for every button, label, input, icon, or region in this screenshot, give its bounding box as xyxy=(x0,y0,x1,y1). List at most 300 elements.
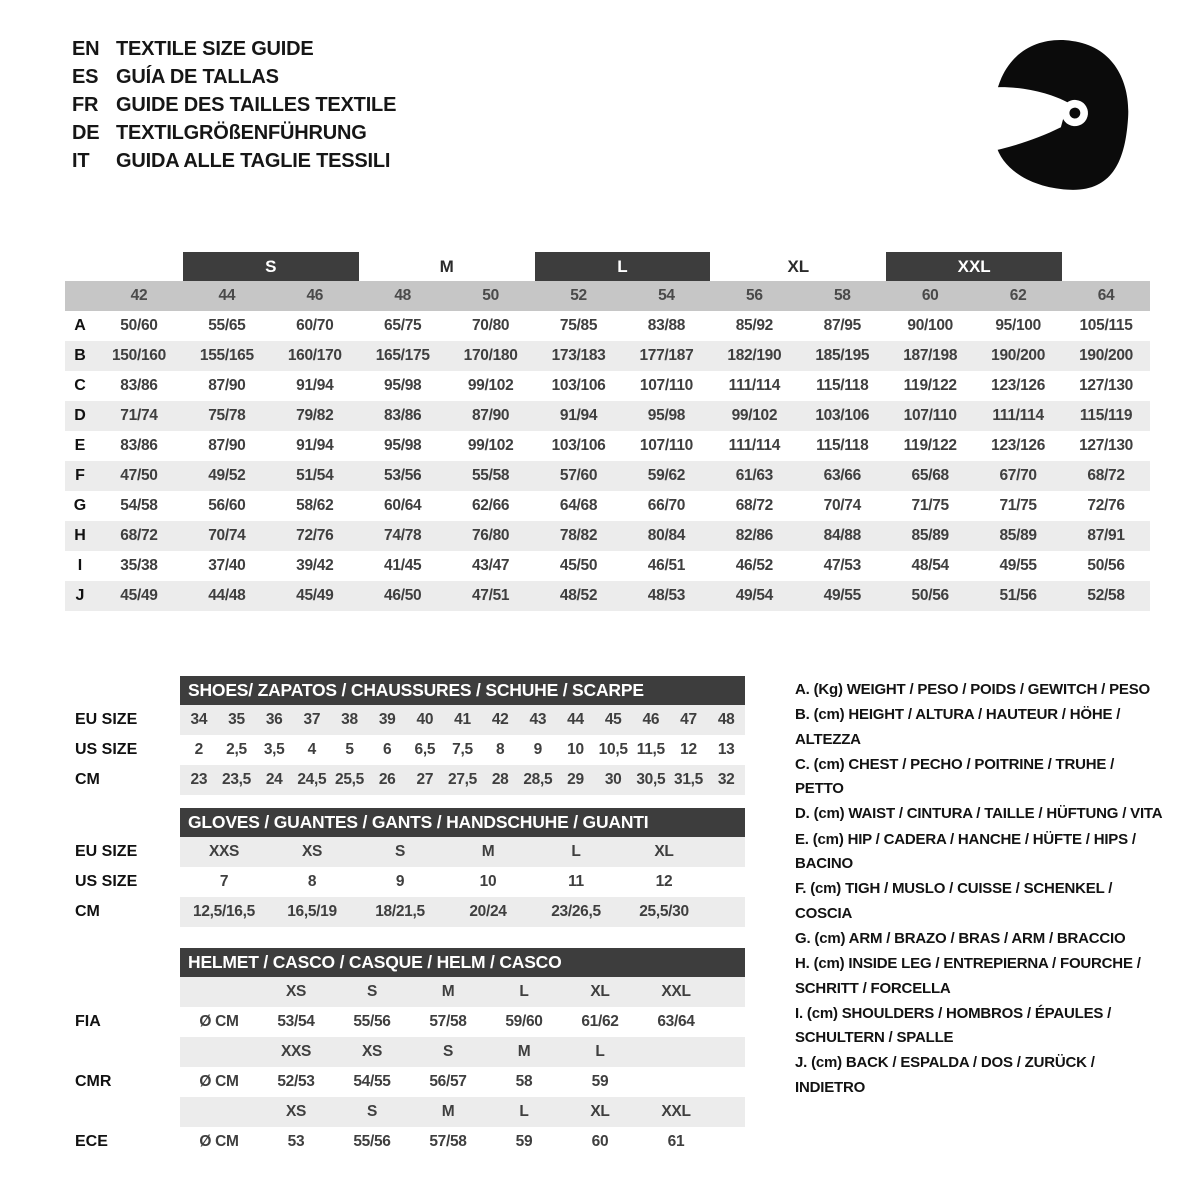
helmet-table xyxy=(65,977,765,1157)
value-cell: 54/55 xyxy=(353,1073,391,1090)
value-cell: 55/56 xyxy=(353,1133,391,1150)
value-cell: M xyxy=(481,843,495,860)
size-cell: 63/66 xyxy=(823,467,861,484)
size-cell: 65/68 xyxy=(911,467,949,484)
size-cell: 74/78 xyxy=(384,527,422,544)
size-cell: 99/102 xyxy=(467,377,514,394)
size-cell: 78/82 xyxy=(559,527,598,544)
value-cell: 30 xyxy=(604,771,622,788)
size-cell: 55/65 xyxy=(208,317,246,334)
helmet-sizes-spacer xyxy=(65,977,180,1007)
row-letter: D xyxy=(74,407,86,424)
row-letter: A xyxy=(74,317,86,334)
size-cell: 119/122 xyxy=(903,377,957,394)
size-group-s: S xyxy=(183,252,359,281)
value-cell: 60 xyxy=(591,1133,609,1150)
size-cell: 46/50 xyxy=(384,587,422,604)
value-cell: 7 xyxy=(219,873,229,890)
numeric-size-header: 52 xyxy=(570,287,587,304)
legend-item: A. (Kg) WEIGHT / PESO / POIDS / GEWITCH / PESO xyxy=(795,681,1150,698)
helmet-size-label: L xyxy=(595,1043,605,1060)
row-letter: F xyxy=(75,467,85,484)
value-cell: 31,5 xyxy=(674,771,703,788)
shoes-table xyxy=(65,705,765,795)
helmet-sizes-row xyxy=(65,977,765,1007)
size-cell: 111/114 xyxy=(992,407,1044,424)
size-cell: 79/82 xyxy=(296,407,334,424)
numeric-size-header: 50 xyxy=(482,287,499,304)
value-cell: 61/62 xyxy=(581,1013,619,1030)
section-row xyxy=(65,765,765,795)
helmet-size-label: M xyxy=(517,1043,531,1060)
value-cell: 56/57 xyxy=(429,1073,467,1090)
measurement-legend xyxy=(795,678,1163,1101)
numeric-size-header-row xyxy=(65,281,1150,311)
size-cell: 82/86 xyxy=(735,527,774,544)
value-cell: 46 xyxy=(642,711,660,728)
section-row-label: CM xyxy=(75,771,100,788)
size-cell: 182/190 xyxy=(727,347,782,364)
row-letter: I xyxy=(77,557,83,574)
section-row xyxy=(65,867,765,897)
value-cell: XXS xyxy=(208,843,240,860)
size-cell: 190/200 xyxy=(991,347,1046,364)
size-cell: 76/80 xyxy=(471,527,510,544)
helmet-standard-values xyxy=(180,1127,745,1157)
numeric-size-header: 42 xyxy=(130,287,148,304)
unit-label: Ø CM xyxy=(199,1073,239,1090)
size-cell: 115/119 xyxy=(1079,407,1133,424)
helmet-values-row xyxy=(65,1007,765,1037)
numeric-size-header: 58 xyxy=(833,287,851,304)
helmet-section xyxy=(65,948,765,1157)
size-cell: 46/52 xyxy=(735,557,774,574)
value-cell: 24 xyxy=(265,771,283,788)
size-cell: 103/106 xyxy=(551,437,606,454)
size-cell: 49/54 xyxy=(735,587,774,604)
numeric-size-header: 62 xyxy=(1009,287,1027,304)
helmet-section-title: HELMET / CASCO / CASQUE / HELM / CASCO xyxy=(188,952,562,972)
legend-item: B. (cm) HEIGHT / ALTURA / HAUTEUR / HÖHE / ALTEZZA xyxy=(795,706,1121,748)
gloves-table xyxy=(65,837,765,927)
size-cell: 115/118 xyxy=(816,437,869,454)
shoes-section-header xyxy=(180,676,745,705)
size-cell: 48/53 xyxy=(647,587,686,604)
numeric-size-header: 56 xyxy=(746,287,763,304)
table-row xyxy=(65,461,1150,491)
language-code: EN xyxy=(72,38,100,60)
size-cell: 68/72 xyxy=(735,497,774,514)
language-title-list xyxy=(72,38,396,173)
size-cell: 49/55 xyxy=(999,557,1037,574)
section-row xyxy=(65,735,765,765)
size-cell: 55/58 xyxy=(471,467,510,484)
value-cell: 53 xyxy=(287,1133,305,1150)
size-cell: 103/106 xyxy=(815,407,870,424)
value-cell: 47 xyxy=(680,711,697,728)
row-letter: G xyxy=(73,497,87,514)
size-cell: 59/62 xyxy=(647,467,686,484)
language-title: TEXTILE SIZE GUIDE xyxy=(116,38,314,60)
helmet-values-row xyxy=(65,1067,765,1097)
value-cell: 26 xyxy=(378,771,396,788)
helmet-size-label: XL xyxy=(590,1103,610,1120)
legend-item: H. (cm) INSIDE LEG / ENTREPIERNA / FOURCHE / SCHRITT / FORCELLA xyxy=(795,955,1141,997)
size-cell: 87/91 xyxy=(1087,527,1125,544)
language-title: GUIDA ALLE TAGLIE TESSILI xyxy=(116,150,391,172)
value-cell: 11,5 xyxy=(636,741,665,758)
value-cell: S xyxy=(394,843,406,860)
size-cell: 35/38 xyxy=(120,557,158,574)
helmet-size-label: M xyxy=(441,983,455,1000)
size-cell: 51/54 xyxy=(296,467,334,484)
helmet-sizes-row xyxy=(65,1097,765,1127)
helmet-sizes-values xyxy=(180,1037,745,1067)
size-cell: 56/60 xyxy=(208,497,246,514)
table-row xyxy=(65,431,1150,461)
size-cell: 71/75 xyxy=(999,497,1037,514)
section-row-label: EU SIZE xyxy=(75,843,138,860)
size-cell: 49/55 xyxy=(823,587,861,604)
value-cell: 36 xyxy=(265,711,283,728)
unit-label: Ø CM xyxy=(199,1133,239,1150)
value-cell: 53/54 xyxy=(277,1013,315,1030)
size-cell: 177/187 xyxy=(639,347,694,364)
value-cell: 41 xyxy=(454,711,471,728)
size-cell: 99/102 xyxy=(731,407,778,424)
helmet-size-label: M xyxy=(441,1103,455,1120)
shoes-section-title: SHOES/ ZAPATOS / CHAUSSURES / SCHUHE / SCARPE xyxy=(188,680,644,700)
value-cell: 30,5 xyxy=(636,771,666,788)
value-cell: 24,5 xyxy=(297,771,327,788)
size-cell: 127/130 xyxy=(1079,437,1133,454)
size-cell: 45/49 xyxy=(120,587,158,604)
value-cell: 63/64 xyxy=(657,1013,695,1030)
size-cell: 43/47 xyxy=(471,557,510,574)
value-cell: 39 xyxy=(378,711,396,728)
value-cell: 10,5 xyxy=(598,741,628,758)
size-cell: 91/94 xyxy=(296,377,334,394)
table-row xyxy=(65,581,1150,611)
table-row xyxy=(65,371,1150,401)
value-cell: 57/58 xyxy=(429,1133,467,1150)
language-code: IT xyxy=(72,150,90,172)
value-cell: 27 xyxy=(416,771,434,788)
size-cell: 87/90 xyxy=(208,437,246,454)
value-cell: 12 xyxy=(655,873,673,890)
legend-item: C. (cm) CHEST / PECHO / POITRINE / TRUHE / PETTO xyxy=(795,755,1115,798)
value-cell: 57/58 xyxy=(429,1013,467,1030)
value-cell: 23/26,5 xyxy=(551,903,601,920)
language-title: GUIDE DES TAILLES TEXTILE xyxy=(116,94,397,116)
value-cell: 6,5 xyxy=(414,741,436,758)
section-row xyxy=(65,705,765,735)
row-letter: J xyxy=(75,587,85,604)
size-cell: 51/56 xyxy=(999,587,1037,604)
helmet-sizes-values xyxy=(180,1097,745,1127)
size-cell: 150/160 xyxy=(111,347,166,364)
legend-item: E. (cm) HIP / CADERA / HANCHE / HÜFTE / HIPS / BACINO xyxy=(795,830,1136,873)
table-row xyxy=(65,491,1150,521)
size-cell: 80/84 xyxy=(647,527,686,544)
size-cell: 48/54 xyxy=(911,557,949,574)
language-code: FR xyxy=(72,94,99,116)
size-cell: 70/74 xyxy=(823,497,861,514)
value-cell: 2 xyxy=(194,741,203,758)
size-cell: 155/165 xyxy=(199,347,254,364)
section-row xyxy=(65,837,765,867)
size-cell: 115/118 xyxy=(816,377,869,394)
size-cell: 72/76 xyxy=(296,527,334,544)
value-cell: 12 xyxy=(680,741,697,758)
value-cell: 38 xyxy=(341,711,358,728)
size-cell: 90/100 xyxy=(907,317,953,334)
helmet-size-label: XXL xyxy=(661,983,691,1000)
size-cell: 64/68 xyxy=(559,497,598,514)
size-cell: 45/50 xyxy=(559,557,598,574)
lower-tables xyxy=(65,676,765,1157)
row-letter: C xyxy=(74,377,86,394)
size-cell: 91/94 xyxy=(559,407,598,424)
size-cell: 91/94 xyxy=(296,437,334,454)
value-cell: 3,5 xyxy=(263,741,285,758)
size-cell: 41/45 xyxy=(384,557,422,574)
size-cell: 99/102 xyxy=(467,437,514,454)
size-cell: 187/198 xyxy=(903,347,958,364)
value-cell: 9 xyxy=(533,741,542,758)
size-group-header-row xyxy=(65,252,1150,281)
size-cell: 107/110 xyxy=(639,437,693,454)
helmet-size-label: XS xyxy=(361,1043,383,1060)
size-group-xl: XL xyxy=(787,256,810,276)
size-cell: 60/70 xyxy=(296,317,334,334)
value-cell: 13 xyxy=(717,741,735,758)
value-cell: 28,5 xyxy=(523,771,553,788)
gloves-section xyxy=(65,808,765,927)
size-cell: 47/53 xyxy=(823,557,861,574)
size-cell: 103/106 xyxy=(551,377,606,394)
size-cell: 47/50 xyxy=(120,467,158,484)
size-cell: 39/42 xyxy=(296,557,334,574)
value-cell: 55/56 xyxy=(353,1013,391,1030)
helmet-size-label: XXS xyxy=(280,1043,312,1060)
size-cell: 85/89 xyxy=(911,527,949,544)
legend-item: D. (cm) WAIST / CINTURA / TAILLE / HÜFTUNG / VITA xyxy=(795,805,1163,823)
helmet-sizes-spacer xyxy=(65,1097,180,1127)
size-cell: 66/70 xyxy=(647,497,686,514)
unit-spacer xyxy=(180,1097,258,1127)
section-row-values xyxy=(180,837,745,867)
size-cell: 95/98 xyxy=(384,437,422,454)
size-table-body xyxy=(65,311,1150,611)
size-cell: 61/63 xyxy=(735,467,774,484)
value-cell: 25,5/30 xyxy=(639,903,689,920)
size-cell: 111/114 xyxy=(728,377,781,394)
table-row xyxy=(65,551,1150,581)
helmet-size-label: S xyxy=(442,1043,454,1060)
value-cell: 4 xyxy=(307,741,316,758)
section-row xyxy=(65,897,765,927)
size-cell: 75/85 xyxy=(559,317,598,334)
size-cell: 71/75 xyxy=(911,497,949,514)
helmet-standard-values xyxy=(180,1067,745,1097)
section-row-values xyxy=(180,867,745,897)
size-group-l: L xyxy=(535,252,711,281)
value-cell: 43 xyxy=(529,711,547,728)
value-cell: 32 xyxy=(717,771,735,788)
section-row-values xyxy=(180,705,745,735)
numeric-size-header: 44 xyxy=(218,287,236,304)
value-cell: XS xyxy=(301,843,323,860)
row-letter: E xyxy=(74,437,86,454)
section-row-values xyxy=(180,765,745,795)
value-cell: 37 xyxy=(303,711,321,728)
size-group-xxl: XXL xyxy=(886,252,1062,281)
size-cell: 65/75 xyxy=(384,317,422,334)
size-cell: 50/60 xyxy=(120,317,158,334)
size-cell: 95/98 xyxy=(647,407,686,424)
helmet-sizes-spacer xyxy=(65,1037,180,1067)
size-cell: 95/100 xyxy=(995,317,1041,334)
value-cell: 59 xyxy=(515,1133,533,1150)
legend-item: F. (cm) TIGH / MUSLO / CUISSE / SCHENKEL / COSCIA xyxy=(795,880,1113,922)
size-cell: 84/88 xyxy=(823,527,861,544)
size-cell: 45/49 xyxy=(296,587,334,604)
table-row xyxy=(65,401,1150,431)
helmet-values-row xyxy=(65,1127,765,1157)
unit-spacer xyxy=(180,1037,258,1067)
legend-item: I. (cm) SHOULDERS / HOMBROS / ÉPAULES / SCHULTERN / SPALLE xyxy=(795,1004,1112,1047)
value-cell: 25,5 xyxy=(335,771,364,788)
section-row-label: EU SIZE xyxy=(75,711,138,728)
size-cell: 68/72 xyxy=(1087,467,1125,484)
value-cell: 58 xyxy=(515,1073,533,1090)
size-cell: 49/52 xyxy=(208,467,246,484)
size-cell: 72/76 xyxy=(1087,497,1125,514)
numeric-size-header: 64 xyxy=(1097,287,1115,304)
value-cell: 5 xyxy=(345,741,354,758)
language-code: DE xyxy=(72,122,100,144)
value-cell: 8 xyxy=(307,873,317,890)
size-cell: 185/195 xyxy=(815,347,870,364)
corner-spacer xyxy=(65,281,95,311)
gloves-section-header xyxy=(180,808,745,837)
size-cell: 87/95 xyxy=(823,317,861,334)
language-title: TEXTILGRÖßENFÜHRUNG xyxy=(116,122,367,144)
value-cell: 12,5/16,5 xyxy=(193,903,255,920)
table-row xyxy=(65,311,1150,341)
size-cell: 87/90 xyxy=(208,377,246,394)
helmet-size-label: S xyxy=(366,1103,378,1120)
size-cell: 119/122 xyxy=(903,437,957,454)
section-row-label: US SIZE xyxy=(75,873,138,890)
value-cell: 44 xyxy=(567,711,584,728)
helmet-standard-label: FIA xyxy=(75,1013,101,1030)
value-cell: 52/53 xyxy=(277,1073,315,1090)
size-cell: 68/72 xyxy=(120,527,158,544)
numeric-size-header: 48 xyxy=(394,287,412,304)
size-cell: 83/86 xyxy=(120,437,158,454)
size-cell: 165/175 xyxy=(375,347,430,364)
helmet-standard-values xyxy=(180,1007,745,1037)
size-cell: 57/60 xyxy=(559,467,598,484)
language-code: ES xyxy=(72,66,99,88)
value-cell: 48 xyxy=(717,711,735,728)
size-cell: 58/62 xyxy=(296,497,334,514)
size-cell: 95/98 xyxy=(384,377,422,394)
size-cell: 50/56 xyxy=(911,587,949,604)
helmet-standard-label: CMR xyxy=(75,1073,112,1090)
size-cell: 47/51 xyxy=(471,587,510,604)
value-cell: 27,5 xyxy=(448,771,477,788)
size-group-m: M xyxy=(439,256,454,276)
size-cell: 70/80 xyxy=(471,317,510,334)
size-cell: 46/51 xyxy=(647,557,686,574)
size-cell: 190/200 xyxy=(1079,347,1133,364)
section-row-label: US SIZE xyxy=(75,741,138,758)
value-cell: 28 xyxy=(491,771,509,788)
helmet-sizes-row xyxy=(65,1037,765,1067)
gloves-section-title: GLOVES / GUANTES / GANTS / HANDSCHUHE / GUANTI xyxy=(188,812,649,832)
value-cell: 18/21,5 xyxy=(375,903,425,920)
table-row xyxy=(65,341,1150,371)
size-cell: 107/110 xyxy=(639,377,693,394)
section-row-label: CM xyxy=(75,903,100,920)
numeric-size-header: 60 xyxy=(921,287,939,304)
value-cell: 29 xyxy=(567,771,584,788)
size-cell: 85/92 xyxy=(735,317,774,334)
helmet-size-label: S xyxy=(366,983,378,1000)
size-cell: 83/86 xyxy=(384,407,422,424)
value-cell: 23,5 xyxy=(222,771,251,788)
size-cell: 60/64 xyxy=(384,497,422,514)
size-cell: 62/66 xyxy=(471,497,510,514)
size-cell: 52/58 xyxy=(1087,587,1125,604)
value-cell: 34 xyxy=(190,711,208,728)
size-cell: 85/89 xyxy=(999,527,1037,544)
table-row xyxy=(65,521,1150,551)
value-cell: 45 xyxy=(604,711,622,728)
numeric-size-header: 54 xyxy=(658,287,675,304)
size-cell: 83/86 xyxy=(120,377,158,394)
helmet-icon xyxy=(984,34,1138,196)
value-cell: XL xyxy=(654,843,674,860)
size-cell: 83/88 xyxy=(647,317,686,334)
row-letter: B xyxy=(74,347,86,364)
size-cell: 44/48 xyxy=(208,587,246,604)
helmet-section-header xyxy=(180,948,745,977)
helmet-size-label: XL xyxy=(590,983,610,1000)
value-cell: 11 xyxy=(568,873,584,890)
size-cell: 105/115 xyxy=(1079,317,1133,334)
helmet-size-label: XXL xyxy=(661,1103,691,1120)
size-cell: 71/74 xyxy=(120,407,158,424)
legend-item: G. (cm) ARM / BRAZO / BRAS / ARM / BRACCIO xyxy=(795,929,1126,947)
size-cell: 160/170 xyxy=(287,347,342,364)
size-cell: 127/130 xyxy=(1079,377,1133,394)
size-cell: 87/90 xyxy=(471,407,510,424)
unit-label: Ø CM xyxy=(199,1013,239,1030)
value-cell: 20/24 xyxy=(469,903,507,920)
value-cell: 59 xyxy=(591,1073,609,1090)
value-cell: L xyxy=(571,843,581,860)
size-cell: 123/126 xyxy=(991,377,1046,394)
size-cell: 123/126 xyxy=(991,437,1046,454)
size-cell: 53/56 xyxy=(384,467,422,484)
language-title: GUÍA DE TALLAS xyxy=(116,66,279,88)
size-cell: 50/56 xyxy=(1087,557,1125,574)
helmet-standard-label: ECE xyxy=(75,1133,108,1150)
